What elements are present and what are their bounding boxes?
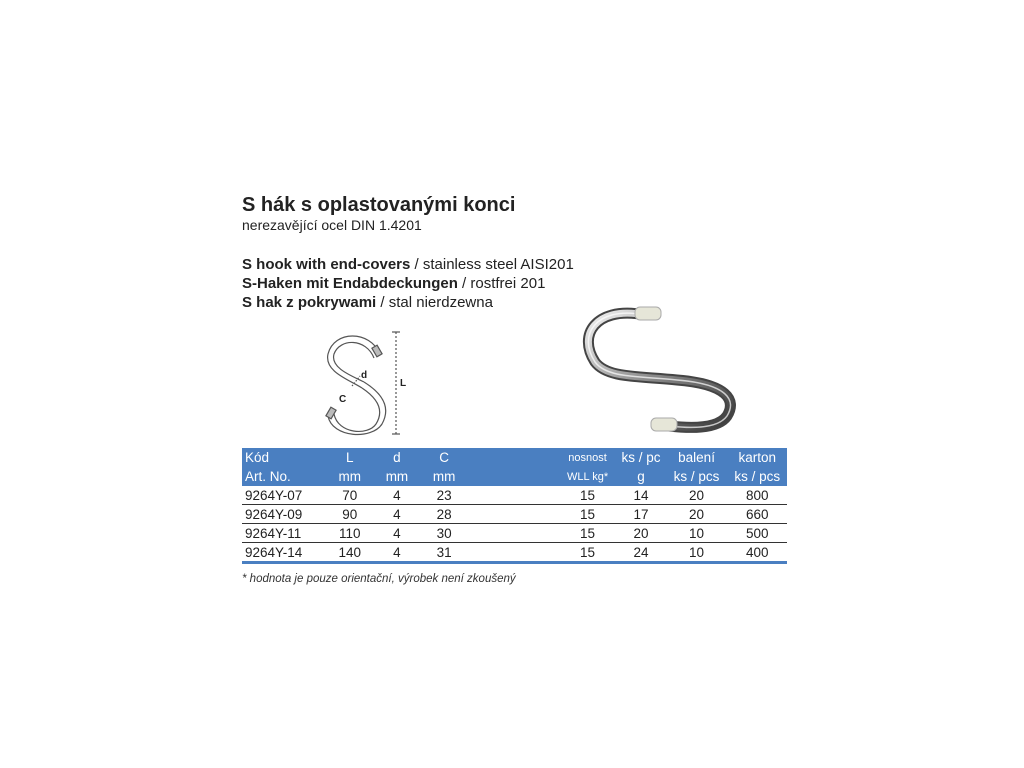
col-header-spacer [470,448,559,467]
cell-weight: 14 [616,486,665,505]
col-subheader-c: mm [418,467,469,486]
table-row [242,543,787,563]
cell-l: 110 [324,524,375,543]
description-de-rest: / rostfrei 201 [457,275,546,292]
s-hook-outline [326,332,400,434]
label-l: L [400,378,407,389]
description-pl [242,294,493,311]
table-row [242,505,787,524]
s-hook-drawing [312,324,462,439]
cell-pack: 10 [666,524,728,543]
cell-l: 70 [324,486,375,505]
col-subheader-weight: g [616,467,665,486]
table-row [242,486,787,505]
cell-weight: 24 [616,543,665,563]
description-pl-rest: / stal nierdzewna [376,294,493,311]
cell-l: 90 [324,505,375,524]
cell-d: 4 [375,505,418,524]
product-title: S hák s oplastovanými konci [242,194,516,216]
cell-load: 15 [559,543,617,563]
col-header-pack: balení [666,448,728,467]
spec-table [242,448,787,564]
label-c: C [339,394,347,405]
col-subheader-code: Art. No. [242,467,324,486]
col-subheader-l: mm [324,467,375,486]
cell-load: 15 [559,486,617,505]
cell-code: 9264Y-11 [242,524,324,543]
cell-c: 28 [418,505,469,524]
cell-code: 9264Y-09 [242,505,324,524]
cell-c: 31 [418,543,469,563]
description-de-bold: S-Haken mit Endabdeckungen [242,275,458,292]
s-hook-photo [577,304,752,434]
col-header-carton: karton [728,448,787,467]
description-en-rest: / stainless steel AISI201 [410,256,574,273]
col-subheader-spacer [470,467,559,486]
col-subheader-load: WLL kg* [559,467,617,486]
col-header-l: L [324,448,375,467]
table-header-row [242,448,787,467]
hook-end-cap-bottom [651,418,677,431]
cell-d: 4 [375,486,418,505]
cell-weight: 17 [616,505,665,524]
col-header-c: C [418,448,469,467]
table-subheader-row [242,467,787,486]
label-d: d [361,370,368,381]
description-de [242,275,545,292]
cell-pack: 20 [666,505,728,524]
col-subheader-d: mm [375,467,418,486]
cell-c: 30 [418,524,469,543]
description-pl-bold: S hak z pokrywami [242,294,377,311]
cell-pack: 20 [666,486,728,505]
cell-carton: 660 [728,505,787,524]
col-header-d: d [375,448,418,467]
col-subheader-pack: ks / pcs [666,467,728,486]
cell-pack: 10 [666,543,728,563]
cell-d: 4 [375,543,418,563]
col-header-weight: ks / pc [616,448,665,467]
cell-carton: 800 [728,486,787,505]
cell-c: 23 [418,486,469,505]
cell-l: 140 [324,543,375,563]
col-subheader-carton: ks / pcs [728,467,787,486]
col-header-load: nosnost [559,448,617,467]
cell-spacer [470,524,559,543]
cell-spacer [470,505,559,524]
cell-d: 4 [375,524,418,543]
cell-carton: 400 [728,543,787,563]
footnote: * hodnota je pouze orientační, výrobek není zkoušený [242,573,516,585]
cell-spacer [470,486,559,505]
cell-spacer [470,543,559,563]
cell-load: 15 [559,505,617,524]
product-subtitle: nerezavějící ocel DIN 1.4201 [242,217,422,233]
cell-carton: 500 [728,524,787,543]
cell-load: 15 [559,524,617,543]
cell-code: 9264Y-07 [242,486,324,505]
cell-code: 9264Y-14 [242,543,324,563]
description-en [242,256,574,273]
cell-weight: 20 [616,524,665,543]
hook-end-cap-top [635,307,661,320]
table-row [242,524,787,543]
col-header-code: Kód [242,448,324,467]
description-en-bold: S hook with end-covers [242,256,411,273]
